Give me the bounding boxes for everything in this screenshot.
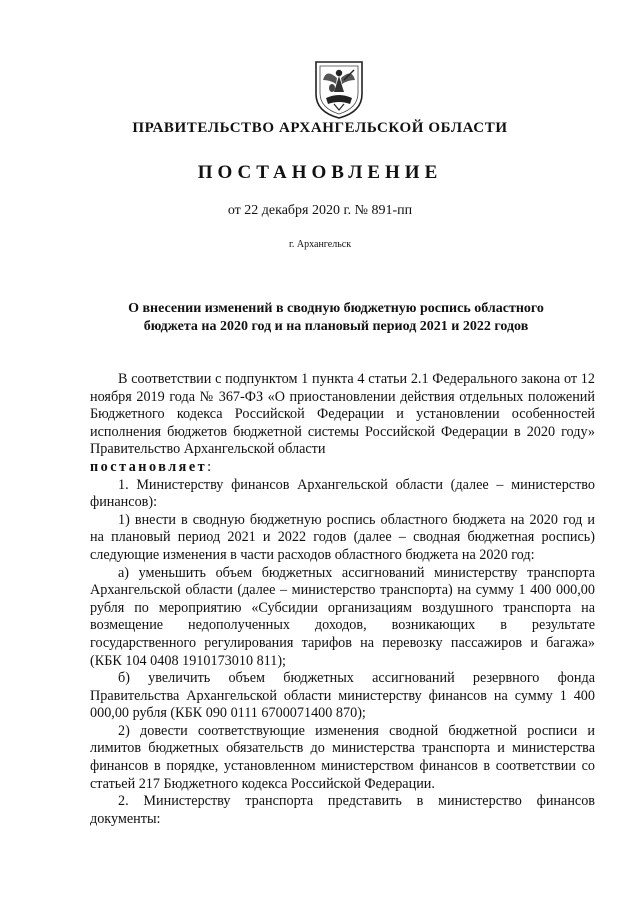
document-type: ПОСТАНОВЛЕНИЕ <box>197 162 443 183</box>
paragraph-1-1-b: б) увеличить объем бюджетных ассигнований резервного фонда Правительства Архангельской области министерству финансов на сумму 1 400 000,00 рубля (КБК 090 0111 6700071400 870); <box>90 670 595 722</box>
paragraph-1-2: 2) довести соответствующие изменения сводной бюджетной росписи и лимитов бюджетных обязательств до министерства транспорта и министерства финансов в порядке, установленном министерством финансов в соответствии со статьей 217 Бюджетного кодекса Российской Федерации. <box>90 722 595 792</box>
resolves-colon: : <box>207 458 212 475</box>
paragraph-1-1: 1) внести в сводную бюджетную роспись областного бюджета на 2020 год и на плановый период 2021 и 2022 годов (далее – сводная бюджетная роспись) следующие изменения в части расходов областного бюджета на 2020 год: <box>90 511 595 563</box>
title-line-1: О внесении изменений в сводную бюджетную роспись областного <box>128 301 544 316</box>
document-body <box>90 371 595 828</box>
document-date-number: от 22 декабря 2020 г. № 891-пп <box>227 203 413 218</box>
paragraph-2: 2. Министерству транспорта представить в министерство финансов документы: <box>90 793 595 827</box>
document-title <box>96 300 576 336</box>
paragraph-resolves <box>90 459 595 477</box>
government-name: ПРАВИТЕЛЬСТВО АРХАНГЕЛЬСКОЙ ОБЛАСТИ <box>132 120 508 136</box>
intro-text: В соответствии с подпунктом 1 пункта 4 статьи 2.1 Федерального закона от 12 ноября 2019 года № 367-ФЗ «О приостановлении действия отдельных положений Бюджетного кодекса Российской Федерации и установлении особенностей исполнения бюджетов бюджетной системы Российской Федерации в 2020 году» Правительство Архангельской области <box>90 371 595 458</box>
resolves-word: постановляет <box>90 458 208 475</box>
title-line-2: бюджета на 2020 год и на плановый период 2021 и 2022 годов <box>143 319 529 334</box>
paragraph-1: 1. Министерству финансов Архангельской области (далее – министерство финансов): <box>90 476 595 511</box>
paragraph-1-1-a: а) уменьшить объем бюджетных ассигнований министерству транспорта Архангельской области (далее – министерство транспорта) на сумму 1 400 000,00 рубля по мероприятию «Субсидии организациям воздушного транспорта на возмещение недополученных доходов, возникающих в результате государственного регулирования тарифов на перевозку пассажиров и багажа» (КБК 104 0408 1910173010 811); <box>90 564 595 669</box>
coat-of-arms-icon <box>310 58 368 120</box>
paragraph-intro <box>90 371 595 459</box>
document-city: г. Архангельск <box>288 239 352 250</box>
